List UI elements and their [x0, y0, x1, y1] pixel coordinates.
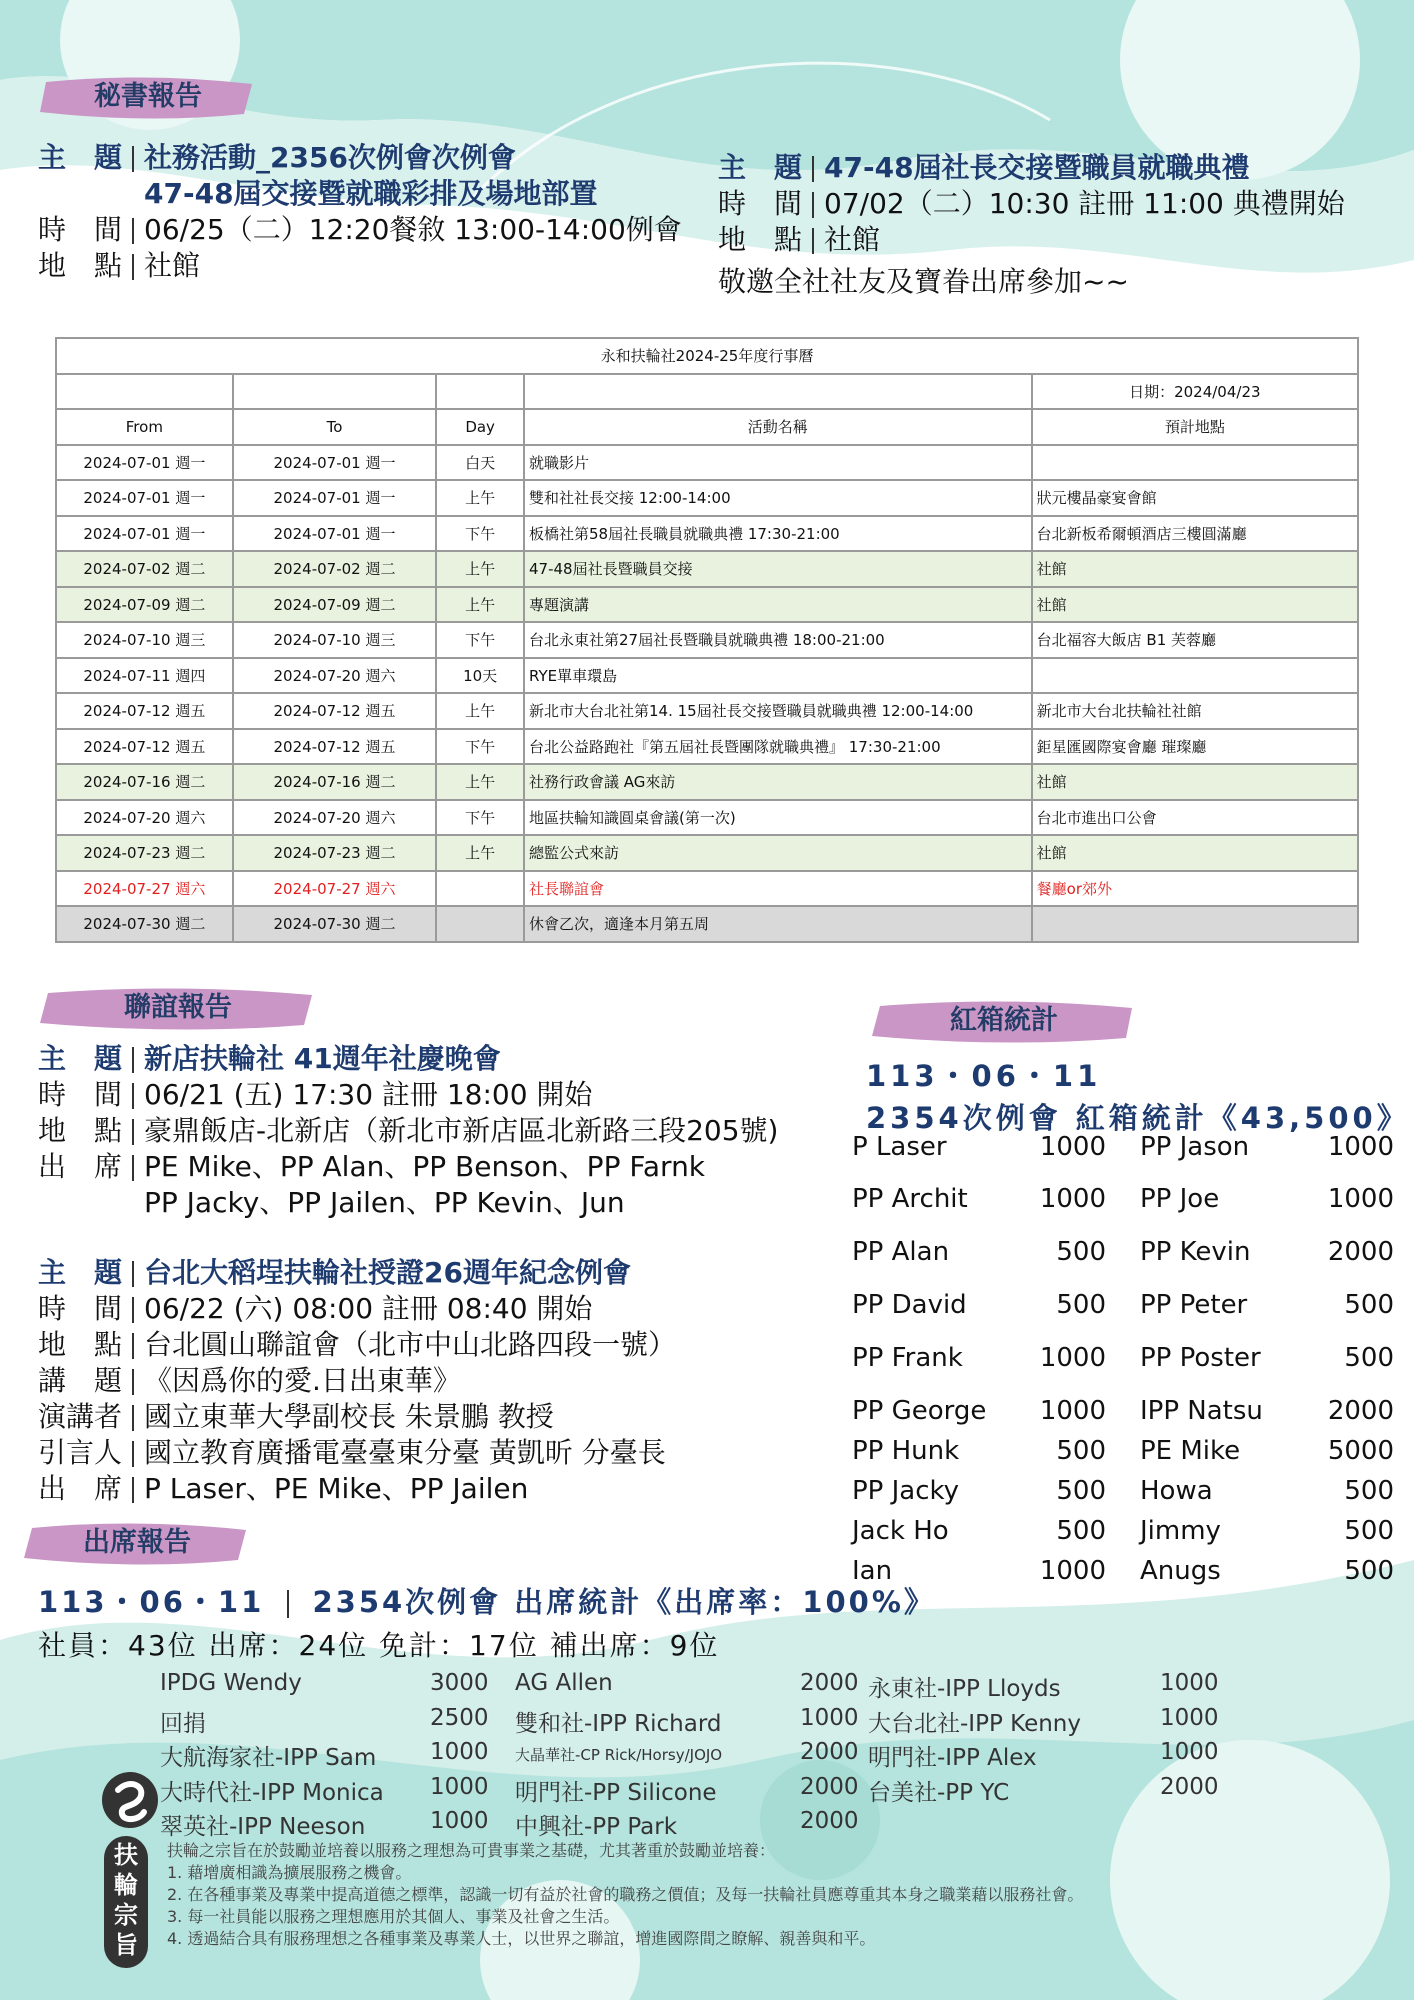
redbox-donor-amount: 1000: [1039, 1556, 1106, 1586]
redbox-donor-amount: 1000: [1039, 1184, 1106, 1214]
topic-key: 講 題: [38, 1364, 123, 1397]
fellowship-header: [38, 983, 318, 1033]
attendance-header: [22, 1518, 252, 1568]
attendance-date: 113・06・11: [38, 1585, 265, 1619]
date-to-cell: 2024-07-10 週三: [233, 622, 437, 658]
redbox-donor-name: PP Poster: [1140, 1343, 1261, 1373]
time-key: 時 間: [38, 1078, 123, 1111]
calendar-row: [56, 551, 1358, 587]
activity-cell: 社長聯誼會: [524, 871, 1032, 907]
date-from-cell: 2024-07-20 週六: [56, 800, 233, 836]
redbox-donor-name: PP Jacky: [852, 1476, 960, 1506]
place-value: 社館: [144, 249, 201, 282]
secretary-header: [38, 72, 258, 122]
redbox-donor-name: PP Frank: [852, 1343, 963, 1373]
donor-name: 大時代社-IPP Monica: [160, 1779, 384, 1806]
redbox-donor-amount: 500: [1344, 1516, 1394, 1546]
day-cell: 上午: [436, 551, 524, 587]
redbox-donor-name: PP David: [852, 1290, 967, 1320]
calendar-row: [56, 658, 1358, 694]
location-cell: 社館: [1032, 835, 1358, 871]
location-cell: 新北市大台北扶輪社社館: [1032, 693, 1358, 729]
calendar-row: [56, 800, 1358, 836]
subject-value: 47-48屆社長交接暨職員就職典禮: [824, 151, 1250, 184]
place-key: 地 點: [38, 1114, 123, 1147]
redbox-donor-name: PP Alan: [852, 1237, 950, 1267]
donor-amount: 1000: [1160, 1704, 1219, 1731]
fellowship-event-2: [38, 1255, 676, 1507]
day-cell: 下午: [436, 729, 524, 765]
redbox-donor-amount: 500: [1344, 1343, 1394, 1373]
date-from-cell: 2024-07-01 週一: [56, 516, 233, 552]
redbox-summary: 2354次例會 紅箱統計《43,500》: [866, 1101, 1410, 1135]
donor-amount: 1000: [430, 1773, 489, 1800]
activity-cell: 雙和社社長交接 12:00-14:00: [524, 480, 1032, 516]
column-header: 活動名稱: [524, 409, 1032, 445]
place-value: 社館: [824, 223, 881, 256]
donor-name: 明門社-IPP Alex: [868, 1745, 1037, 1771]
donations-block: [160, 1670, 1270, 1845]
redbox-donor-name: P Laser: [852, 1132, 947, 1162]
donor-amount: 2000: [800, 1773, 859, 1800]
donor-amount: 2500: [430, 1704, 489, 1731]
secretary-header-label: 秘書報告: [94, 81, 202, 112]
redbox-donor-amount: 500: [1056, 1237, 1106, 1267]
motto-item: 4. 透過結合具有服務理想之各種事業及專業人士，以世界之聯誼，增進國際間之瞭解、親善與和平。: [167, 1929, 876, 1948]
attendance-summary-line: [38, 1580, 936, 1621]
date-to-cell: 2024-07-01 週一: [233, 445, 437, 481]
activity-cell: 地區扶輪知識圓桌會議(第一次): [524, 800, 1032, 836]
attend-value-line2: PP Jacky、PP Jailen、PP Kevin、Jun: [144, 1186, 625, 1219]
redbox-donor-name: PP Kevin: [1140, 1237, 1251, 1267]
redbox-donor-amount: 1000: [1039, 1396, 1106, 1426]
calendar-title: 永和扶輪社2024-25年度行事曆: [56, 338, 1358, 374]
donor-name: 台美社-PP YC: [868, 1779, 1010, 1806]
redbox-donor-name: Anugs: [1140, 1556, 1221, 1586]
location-cell: 鉅星匯國際宴會廳 璀璨廳: [1032, 729, 1358, 765]
calendar-table: [55, 337, 1359, 943]
speaker-value: 國立東華大學副校長 朱景鵬 教授: [144, 1400, 554, 1433]
activity-cell: 專題演講: [524, 587, 1032, 623]
calendar-row: [56, 835, 1358, 871]
date-to-cell: 2024-07-09 週二: [233, 587, 437, 623]
donor-name: 翠英社-IPP Neeson: [160, 1814, 366, 1840]
calendar-row: [56, 516, 1358, 552]
speaker-key: 演講者: [38, 1400, 123, 1433]
date-from-cell: 2024-07-01 週一: [56, 445, 233, 481]
activity-cell: 板橋社第58屆社長職員就職典禮 17:30-21:00: [524, 516, 1032, 552]
intro-value: 國立教育廣播電臺臺東分臺 黃凱昕 分臺長: [144, 1436, 666, 1469]
intro-key: 引言人: [38, 1436, 123, 1469]
redbox-list: [852, 1132, 1397, 1592]
location-cell: 餐廳or郊外: [1032, 871, 1358, 907]
calendar-row: [56, 729, 1358, 765]
calendar-row: [56, 693, 1358, 729]
location-cell: [1032, 445, 1358, 481]
place-value: 豪鼎飯店-北新店（新北市新店區北新路三段205號): [144, 1114, 779, 1147]
redbox-donor-amount: 500: [1056, 1516, 1106, 1546]
rotary-logo-icon: [100, 1770, 160, 1834]
date-to-cell: 2024-07-20 週六: [233, 800, 437, 836]
activity-cell: 47-48屆社長暨職員交接: [524, 551, 1032, 587]
time-value: 07/02（二）10:30 註冊 11:00 典禮開始: [824, 187, 1345, 220]
redbox-donor-amount: 2000: [1327, 1237, 1394, 1267]
redbox-donor-name: Howa: [1140, 1476, 1213, 1506]
location-cell: [1032, 906, 1358, 942]
motto-intro: 扶輪之宗旨在於鼓勵並培養以服務之理想為可貴事業之基礎，尤其著重於鼓勵並培養：: [167, 1841, 776, 1860]
subject-value: 新店扶輪社 41週年社慶晚會: [144, 1042, 501, 1075]
time-value: 06/22 (六) 08:00 註冊 08:40 開始: [144, 1292, 593, 1325]
redbox-donor-amount: 1000: [1327, 1184, 1394, 1214]
location-cell: 狀元樓晶豪宴會館: [1032, 480, 1358, 516]
place-key: 地 點: [38, 249, 123, 282]
fellowship-header-label: 聯誼報告: [124, 992, 232, 1023]
time-value: 06/25（二）12:20餐敘 13:00-14:00例會: [144, 213, 682, 246]
attend-key: 出 席: [38, 1150, 123, 1183]
time-key: 時 間: [38, 213, 123, 246]
column-header: From: [56, 409, 233, 445]
calendar-row: [56, 480, 1358, 516]
activity-cell: 台北公益路跑社『第五屆社長暨團隊就職典禮』 17:30-21:00: [524, 729, 1032, 765]
activity-cell: 新北市大台北社第14. 15屆社長交接暨職員就職典禮 12:00-14:00: [524, 693, 1032, 729]
redbox-donor-name: PE Mike: [1140, 1436, 1241, 1466]
donor-amount: 1000: [430, 1739, 489, 1765]
attend-value: P Laser、PE Mike、PP Jailen: [144, 1472, 529, 1505]
attendance-header-label: 出席報告: [83, 1527, 191, 1558]
date-from-cell: 2024-07-02 週二: [56, 551, 233, 587]
calendar-row: [56, 622, 1358, 658]
donor-name: 雙和社-IPP Richard: [515, 1710, 722, 1737]
place-key: 地 點: [38, 1328, 123, 1361]
date-from-cell: 2024-07-09 週二: [56, 587, 233, 623]
donor-amount: 2000: [800, 1808, 859, 1834]
day-cell: 上午: [436, 764, 524, 800]
invite-text: 敬邀全社社友及寶眷出席參加~~: [718, 265, 1129, 298]
date-from-cell: 2024-07-12 週五: [56, 693, 233, 729]
redbox-donor-name: PP Peter: [1140, 1290, 1248, 1320]
motto-badge: [104, 1836, 148, 1968]
day-cell: 10天: [436, 658, 524, 694]
topic-value: 《因爲你的愛.日出東華》: [144, 1364, 461, 1397]
day-cell: 白天: [436, 445, 524, 481]
donor-amount: 2000: [1160, 1773, 1219, 1800]
redbox-donor-name: PP Joe: [1140, 1184, 1220, 1214]
donor-name: 大台北社-IPP Kenny: [868, 1710, 1081, 1737]
date-from-cell: 2024-07-23 週二: [56, 835, 233, 871]
secretary-left-block: [38, 140, 682, 284]
donor-amount: 1000: [1160, 1739, 1219, 1765]
calendar-date: 日期：2024/04/23: [1032, 374, 1358, 410]
date-to-cell: 2024-07-12 週五: [233, 729, 437, 765]
date-to-cell: 2024-07-12 週五: [233, 693, 437, 729]
donor-amount: 2000: [800, 1670, 859, 1696]
date-to-cell: 2024-07-01 週一: [233, 516, 437, 552]
calendar-row: [56, 587, 1358, 623]
location-cell: 社館: [1032, 551, 1358, 587]
donor-name: 大航海家社-IPP Sam: [160, 1745, 377, 1771]
location-cell: 社館: [1032, 587, 1358, 623]
redbox-donor-name: PP Jason: [1140, 1132, 1250, 1162]
donor-amount: 1000: [800, 1704, 859, 1731]
motto-badge-char: 旨: [114, 1931, 138, 1959]
activity-cell: RYE單車環島: [524, 658, 1032, 694]
donor-name: AG Allen: [515, 1670, 613, 1696]
date-from-cell: 2024-07-11 週四: [56, 658, 233, 694]
day-cell: 上午: [436, 480, 524, 516]
location-cell: 台北福容大飯店 B1 芙蓉廳: [1032, 622, 1358, 658]
fellowship-event-1: [38, 1041, 778, 1221]
motto-badge-char: 宗: [114, 1901, 138, 1929]
date-from-cell: 2024-07-10 週三: [56, 622, 233, 658]
date-to-cell: 2024-07-02 週二: [233, 551, 437, 587]
calendar-header-row: [56, 409, 1358, 445]
donor-amount: 1000: [430, 1808, 489, 1834]
motto-badge-char: 輪: [114, 1871, 138, 1899]
day-cell: 上午: [436, 587, 524, 623]
day-cell: [436, 871, 524, 907]
date-to-cell: 2024-07-16 週二: [233, 764, 437, 800]
date-to-cell: 2024-07-27 週六: [233, 871, 437, 907]
redbox-donor-amount: 500: [1056, 1290, 1106, 1320]
subject-value: 社務活動_2356次例會次例會: [144, 141, 516, 174]
subject-value-line2: 47-48屆交接暨就職彩排及場地部置: [144, 177, 598, 210]
activity-cell: 休會乙次，適逢本月第五周: [524, 906, 1032, 942]
attend-key: 出 席: [38, 1472, 123, 1505]
motto-item: 1. 藉增廣相識為擴展服務之機會。: [167, 1863, 412, 1882]
date-to-cell: 2024-07-30 週二: [233, 906, 437, 942]
calendar-row: [56, 871, 1358, 907]
secretary-right-block: [718, 150, 1345, 300]
subject-key: 主 題: [38, 141, 123, 174]
column-header: 預計地點: [1032, 409, 1358, 445]
motto-item: 2. 在各種事業及專業中提高道德之標準，認識一切有益於社會的職務之價值；及每一扶輪社員應尊重其本身之職業藉以服務社會。: [167, 1885, 1084, 1904]
redbox-donor-name: PP Hunk: [852, 1436, 960, 1466]
location-cell: [1032, 658, 1358, 694]
redbox-donor-name: Jack Ho: [852, 1516, 949, 1546]
activity-cell: 台北永東社第27屆社長暨職員就職典禮 18:00-21:00: [524, 622, 1032, 658]
donor-name: 大晶華社-CP Rick/Horsy/JOJO: [515, 1746, 723, 1764]
donor-name: 回捐: [160, 1710, 206, 1737]
day-cell: 下午: [436, 622, 524, 658]
activity-cell: 總監公式來訪: [524, 835, 1032, 871]
column-header: To: [233, 409, 437, 445]
location-cell: 台北市進出口公會: [1032, 800, 1358, 836]
redbox-donor-amount: 2000: [1327, 1396, 1394, 1426]
donor-amount: 3000: [430, 1670, 489, 1696]
redbox-date: 113・06・11: [866, 1059, 1102, 1093]
redbox-donor-name: Ian: [852, 1556, 893, 1586]
redbox-donor-amount: 500: [1056, 1476, 1106, 1506]
place-value: 台北圓山聯誼會（北市中山北路四段一號）: [144, 1328, 677, 1361]
attendance-summary: 2354次例會 出席統計《出席率：100%》: [312, 1585, 936, 1619]
day-cell: 下午: [436, 800, 524, 836]
redbox-donor-amount: 1000: [1039, 1343, 1106, 1373]
donor-name: 中興社-PP Park: [515, 1814, 678, 1840]
motto-badge-char: 扶: [114, 1841, 138, 1869]
redbox-donor-amount: 500: [1344, 1556, 1394, 1586]
activity-cell: 就職影片: [524, 445, 1032, 481]
activity-cell: 社務行政會議 AG來訪: [524, 764, 1032, 800]
day-cell: 下午: [436, 516, 524, 552]
subject-key: 主 題: [38, 1256, 123, 1289]
date-to-cell: 2024-07-20 週六: [233, 658, 437, 694]
column-header: Day: [436, 409, 524, 445]
date-from-cell: 2024-07-30 週二: [56, 906, 233, 942]
motto-text: [167, 1840, 1083, 1950]
place-key: 地 點: [718, 223, 803, 256]
date-from-cell: 2024-07-16 週二: [56, 764, 233, 800]
subject-value: 台北大稻埕扶輪社授證26週年紀念例會: [144, 1256, 631, 1289]
donor-name: 明門社-PP Silicone: [515, 1779, 717, 1806]
date-from-cell: 2024-07-12 週五: [56, 729, 233, 765]
redbox-donor-amount: 1000: [1039, 1132, 1106, 1162]
date-from-cell: 2024-07-01 週一: [56, 480, 233, 516]
redbox-header: [870, 996, 1138, 1046]
time-value: 06/21 (五) 17:30 註冊 18:00 開始: [144, 1078, 593, 1111]
location-cell: 社館: [1032, 764, 1358, 800]
donor-amount: 2000: [800, 1739, 859, 1765]
redbox-header-label: 紅箱統計: [950, 1005, 1058, 1036]
redbox-donor-name: PP Archit: [852, 1184, 968, 1214]
redbox-donor-amount: 1000: [1327, 1132, 1394, 1162]
motto-item: 3. 每一社員能以服務之理想應用於其個人、事業及社會之生活。: [167, 1907, 620, 1926]
calendar-row: [56, 906, 1358, 942]
attendance-stats: 社員：43位 出席：24位 免計：17位 補出席：9位: [38, 1629, 720, 1662]
redbox-donor-name: PP George: [852, 1396, 987, 1426]
day-cell: 上午: [436, 693, 524, 729]
donor-amount: 1000: [1160, 1670, 1219, 1696]
date-from-cell: 2024-07-27 週六: [56, 871, 233, 907]
time-key: 時 間: [718, 187, 803, 220]
attend-value: PE Mike、PP Alan、PP Benson、PP Farnk: [144, 1150, 706, 1183]
date-to-cell: 2024-07-23 週二: [233, 835, 437, 871]
location-cell: 台北新板希爾頓酒店三樓圓滿廳: [1032, 516, 1358, 552]
subject-key: 主 題: [718, 151, 803, 184]
donor-name: IPDG Wendy: [160, 1670, 302, 1696]
redbox-donor-amount: 500: [1344, 1476, 1394, 1506]
calendar-row: [56, 445, 1358, 481]
donor-name: 永東社-IPP Lloyds: [868, 1676, 1061, 1702]
day-cell: [436, 906, 524, 942]
redbox-donor-amount: 5000: [1327, 1436, 1394, 1466]
redbox-donor-amount: 500: [1056, 1436, 1106, 1466]
redbox-donor-name: Jimmy: [1140, 1516, 1221, 1546]
redbox-donor-name: IPP Natsu: [1140, 1396, 1263, 1426]
time-key: 時 間: [38, 1292, 123, 1325]
subject-key: 主 題: [38, 1042, 123, 1075]
date-to-cell: 2024-07-01 週一: [233, 480, 437, 516]
day-cell: 上午: [436, 835, 524, 871]
redbox-donor-amount: 500: [1344, 1290, 1394, 1320]
calendar-row: [56, 764, 1358, 800]
